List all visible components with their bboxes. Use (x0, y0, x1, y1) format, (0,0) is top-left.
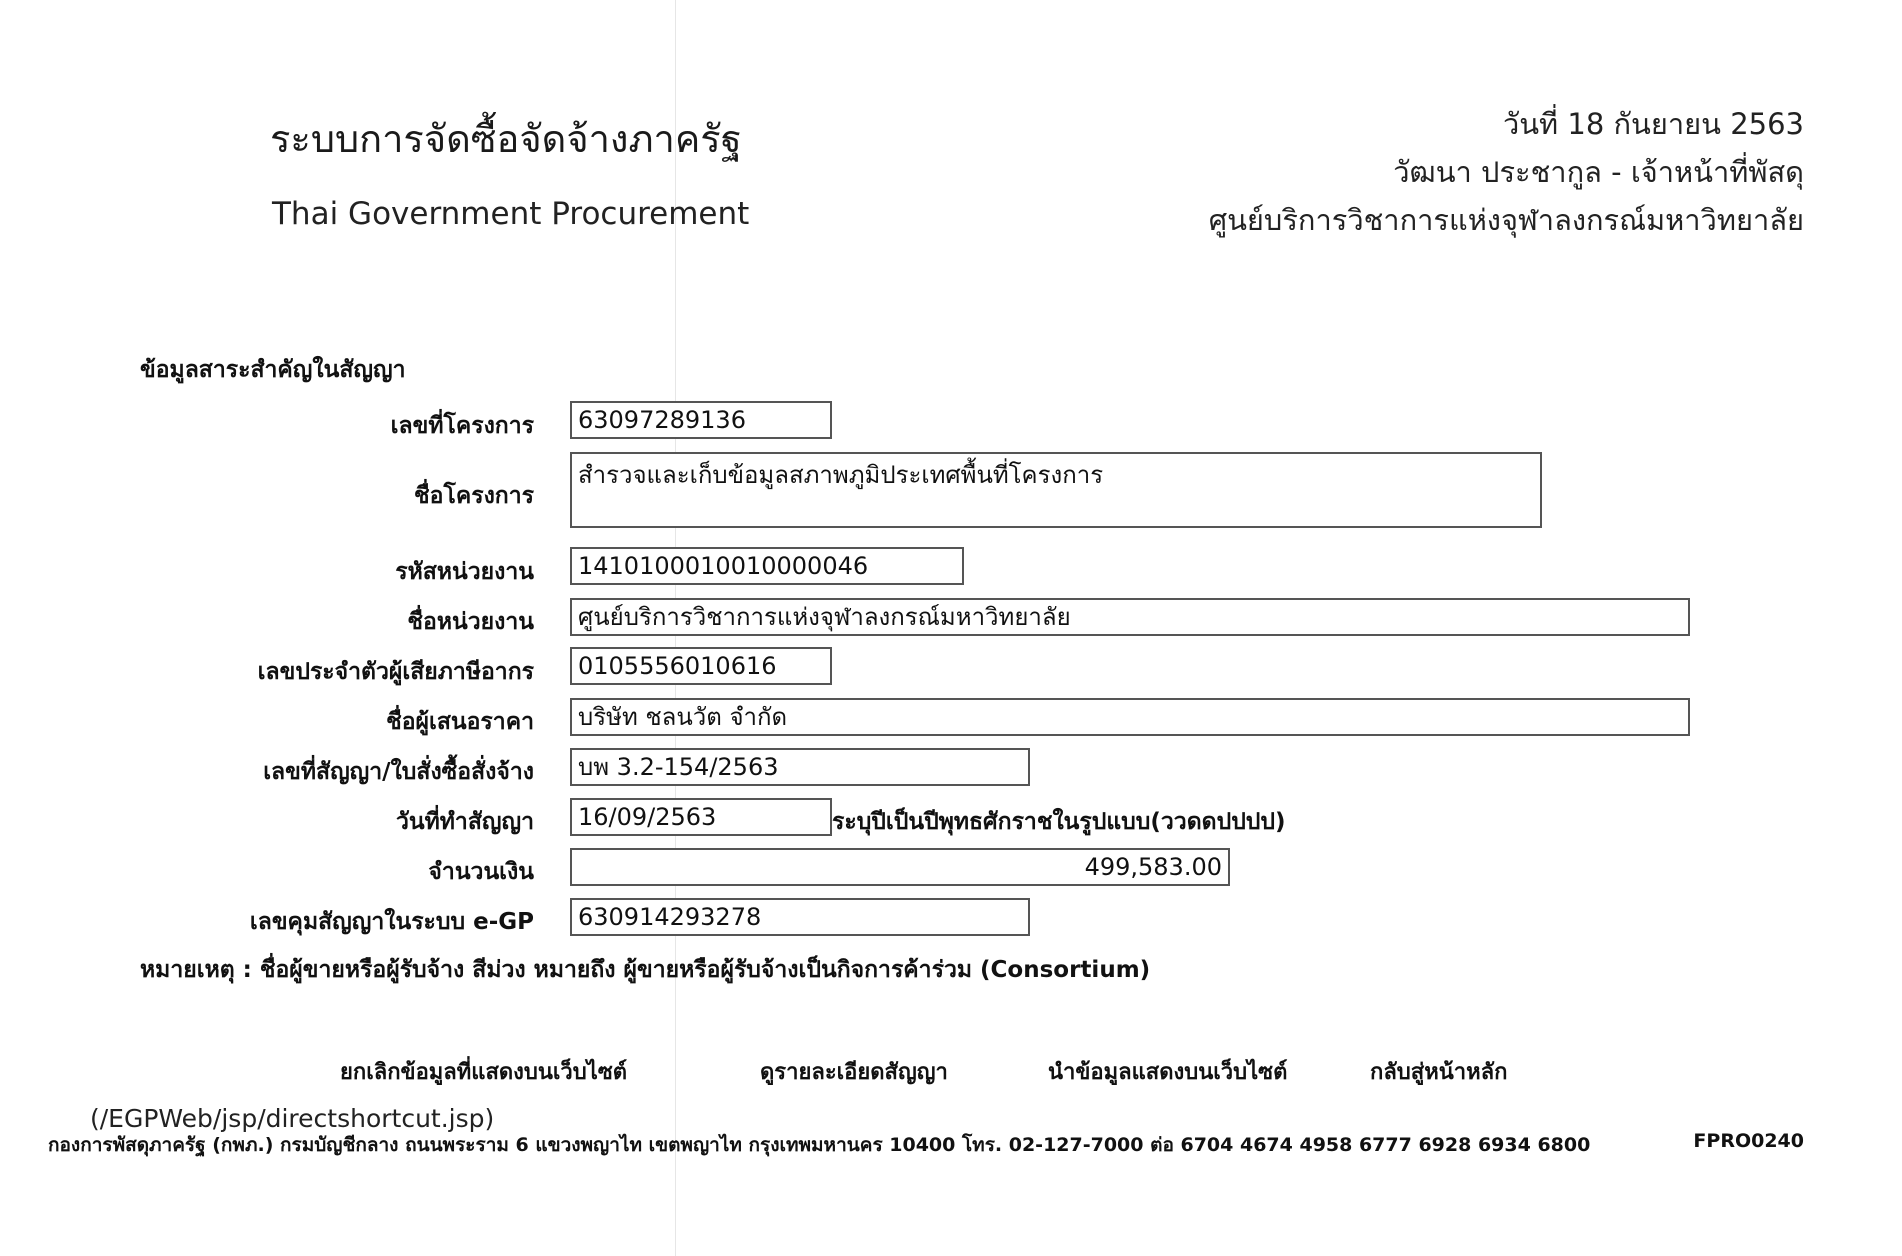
label-tax-id: เลขประจำตัวผู้เสียภาษีอากร (257, 659, 534, 685)
page-subtitle: Thai Government Procurement (272, 196, 750, 232)
agency-code-field[interactable]: 1410100010010000046 (570, 547, 964, 585)
agency-name-header: ศูนย์บริการวิชาการแห่งจุฬาลงกรณ์มหาวิทยาลัย (1208, 203, 1804, 237)
note-suffix: หมายถึง ผู้ขายหรือผู้รับจ้างเป็นกิจการค้าร่วม (Consortium) (533, 957, 1151, 983)
label-agency-name: ชื่อหน่วยงาน (407, 609, 534, 635)
label-egp-no: เลขคุมสัญญาในระบบ e-GP (249, 909, 534, 935)
label-project-no: เลขที่โครงการ (390, 413, 534, 439)
egp-no-field[interactable]: 630914293278 (570, 898, 1030, 936)
label-agency-code: รหัสหน่วยงาน (395, 559, 534, 585)
page-title: ระบบการจัดซื้อจัดจ้างภาครัฐ (270, 117, 742, 161)
header-info (1209, 100, 1804, 244)
contract-date-field[interactable]: 16/09/2563 (570, 798, 832, 836)
note-highlight: สีม่วง (472, 957, 526, 983)
contract-no-field[interactable]: บพ 3.2-154/2563 (570, 748, 1030, 786)
bidder-field[interactable]: บริษัท ชลนวัต จำกัด (570, 698, 1690, 736)
label-contract-no: เลขที่สัญญา/ใบสั่งซื้อสั่งจ้าง (263, 759, 534, 785)
consortium-note (140, 952, 1150, 988)
date-format-hint: ระบุปีเป็นปีพุทธศักราชในรูปแบบ(ววดดปปปป) (832, 809, 1286, 835)
note-prefix: หมายเหตุ : ชื่อผู้ขายหรือผู้รับจ้าง (140, 957, 465, 983)
label-bidder: ชื่อผู้เสนอราคา (386, 709, 534, 735)
officer-name: วัฒนา ประชากูล - เจ้าหน้าที่พัสดุ (1393, 155, 1804, 189)
amount-field[interactable]: 499,583.00 (570, 848, 1230, 886)
label-project-name: ชื่อโครงการ (414, 483, 534, 509)
agency-name-field[interactable]: ศูนย์บริการวิชาการแห่งจุฬาลงกรณ์มหาวิทยาลัย (570, 598, 1690, 636)
publish-link[interactable]: นำข้อมูลแสดงบนเว็บไซต์ (1048, 1060, 1288, 1085)
project-name-field[interactable]: สำรวจและเก็บข้อมูลสภาพภูมิประเทศพื้นที่โครงการ (570, 452, 1542, 528)
view-contract-link[interactable]: ดูรายละเอียดสัญญา (760, 1060, 948, 1085)
tax-id-field[interactable]: 0105556010616 (570, 647, 832, 685)
label-amount: จำนวนเงิน (428, 859, 534, 885)
cancel-publish-link[interactable]: ยกเลิกข้อมูลที่แสดงบนเว็บไซต์ (340, 1060, 628, 1085)
print-date: วันที่ 18 กันยายน 2563 (1502, 107, 1804, 141)
label-contract-date: วันที่ทำสัญญา (395, 809, 534, 835)
home-link[interactable]: กลับสู่หน้าหลัก (1370, 1060, 1508, 1085)
form-code: FPRO0240 (1693, 1130, 1804, 1152)
footer-address: กองการพัสดุภาครัฐ (กพภ.) กรมบัญชีกลาง ถนนพระราม 6 แขวงพญาไท เขตพญาไท กรุงเทพมหานคร 10400 โทร. 02-127-7000 ต่อ 6704 4674 4958 6777 6928 6934 6800 (48, 1134, 1591, 1156)
url-path: (/EGPWeb/jsp/directshortcut.jsp) (90, 1104, 495, 1133)
section-title: ข้อมูลสาระสำคัญในสัญญา (140, 357, 406, 383)
project-no-field[interactable]: 63097289136 (570, 401, 832, 439)
